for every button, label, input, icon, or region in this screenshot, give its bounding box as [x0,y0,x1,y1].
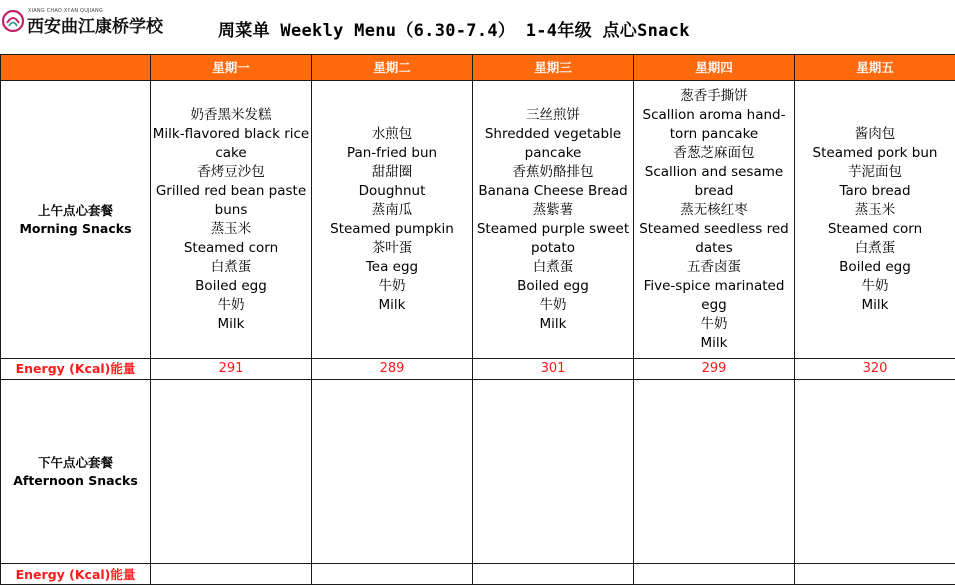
afternoon-energy-mon [151,564,312,585]
afternoon-cell-thu [634,380,795,564]
logo-school-name: 西安曲江康桥学校 [27,17,163,37]
afternoon-row-label [1,380,151,564]
menu-item-line: torn pancake [669,125,759,142]
menu-item-line: Steamed pumpkin [330,220,454,237]
menu-item-line: 酱肉包 [854,125,896,142]
menu-item-line: 香蕉奶酪排包 [512,163,594,180]
energy-value-fri: 320 [795,359,955,380]
day-header-thu: 星期四 [634,55,795,81]
menu-item-line: Taro bread [839,182,911,199]
menu-item-line: 香烤豆沙包 [197,163,265,180]
menu-item-line: 三丝煎饼 [526,106,580,123]
menu-item-line: egg [701,296,727,313]
menu-item-line: Boiled egg [839,258,911,275]
day-header-fri: 星期五 [795,55,955,81]
menu-item-line: Shredded vegetable [484,125,622,142]
afternoon-cell-fri [795,380,955,564]
school-logo-icon [2,10,24,32]
menu-item-line: 甜甜圈 [371,163,413,180]
afternoon-label-en: Afternoon Snacks [13,472,138,488]
menu-item-line: bread [694,182,734,199]
afternoon-cell-mon [151,380,312,564]
energy-value-wed: 301 [473,359,634,380]
afternoon-energy-label: Energy (Kcal)能量 [1,564,151,585]
afternoon-snacks-row [1,380,955,564]
menu-item-line: Milk [217,315,245,332]
afternoon-energy-tue [312,564,473,585]
morning-row-label [1,81,151,359]
menu-item-line: 牛奶 [217,296,245,313]
menu-item-line: 蒸无核红枣 [680,201,748,218]
morning-label-en: Morning Snacks [19,220,132,236]
afternoon-label-cn: 下午点心套餐 [37,454,113,470]
menu-item-line: Steamed seedless red [639,220,789,237]
logo-subtitle: XIANG CHAO XI'AN QUJIANG [28,8,104,14]
afternoon-cell-tue [312,380,473,564]
menu-item-line: Scallion aroma hand- [642,106,786,123]
menu-item-line: 蒸紫薯 [532,201,574,218]
menu-item-line: 芋泥面包 [848,163,902,180]
menu-item-line: Milk [539,315,567,332]
menu-item-line: 蒸南瓜 [371,201,413,218]
menu-item-line: Steamed purple sweet [476,220,630,237]
morning-snacks-row [1,81,955,359]
menu-item-line: buns [214,201,248,218]
menu-item-line: Pan-fried bun [346,144,438,161]
menu-item-line: 茶叶蛋 [371,239,413,256]
afternoon-cell-wed [473,380,634,564]
menu-item-line: 蒸玉米 [210,220,252,237]
menu-item-line: Steamed corn [183,239,279,256]
page-header [0,0,955,54]
menu-item-line: 牛奶 [378,277,406,294]
menu-item-line: Boiled egg [517,277,589,294]
menu-item-line: pancake [524,144,582,161]
menu-item-line: Steamed pork bun [812,144,938,161]
energy-label: Energy (Kcal)能量 [1,359,151,380]
energy-value-mon: 291 [151,359,312,380]
menu-item-line: 白煮蛋 [854,239,896,256]
menu-item-line: potato [531,239,575,256]
afternoon-energy-wed [473,564,634,585]
menu-item-line: 蒸玉米 [854,201,896,218]
menu-item-line: Tea egg [365,258,419,275]
menu-item-line: dates [695,239,733,256]
afternoon-energy-thu [634,564,795,585]
menu-item-line: Boiled egg [195,277,267,294]
energy-value-thu: 299 [634,359,795,380]
day-header-wed: 星期三 [473,55,634,81]
menu-item-line: Milk [700,334,728,351]
menu-item-line: Doughnut [358,182,426,199]
afternoon-energy-fri [795,564,955,585]
menu-item-line: Scallion and sesame [644,163,784,180]
morning-cell-mon [151,81,312,359]
menu-item-line: Banana Cheese Bread [478,182,628,199]
menu-item-line: Steamed corn [827,220,923,237]
menu-item-line: 水煎包 [371,125,413,142]
afternoon-energy-row [1,564,955,585]
day-header-mon: 星期一 [151,55,312,81]
school-logo [2,8,172,38]
page-title: 周菜单 Weekly Menu（6.30-7.4） 1-4年级 点心Snack [218,21,690,41]
morning-cell-wed [473,81,634,359]
menu-table [0,54,955,585]
morning-cell-fri [795,81,955,359]
day-header-tue: 星期二 [312,55,473,81]
menu-item-line: 牛奶 [861,277,889,294]
menu-item-line: Five-spice marinated [643,277,785,294]
menu-item-line: Grilled red bean paste [155,182,307,199]
menu-item-line: Milk [378,296,406,313]
morning-cell-tue [312,81,473,359]
weekday-header-row [1,55,955,81]
menu-item-line: Milk [861,296,889,313]
menu-item-line: 牛奶 [539,296,567,313]
corner-cell [1,55,151,81]
menu-item-line: cake [215,144,247,161]
energy-value-tue: 289 [312,359,473,380]
menu-item-line: Milk-flavored black rice [152,125,310,142]
menu-item-line: 奶香黑米发糕 [190,106,272,123]
menu-item-line: 白煮蛋 [210,258,252,275]
menu-item-line: 牛奶 [700,315,728,332]
morning-label-cn: 上午点心套餐 [37,202,113,218]
morning-energy-row [1,359,955,380]
menu-item-line: 五香卤蛋 [687,258,741,275]
menu-item-line: 香葱芝麻面包 [673,144,755,161]
menu-item-line: 白煮蛋 [532,258,574,275]
menu-item-line: 葱香手撕饼 [680,87,748,104]
morning-cell-thu [634,81,795,359]
